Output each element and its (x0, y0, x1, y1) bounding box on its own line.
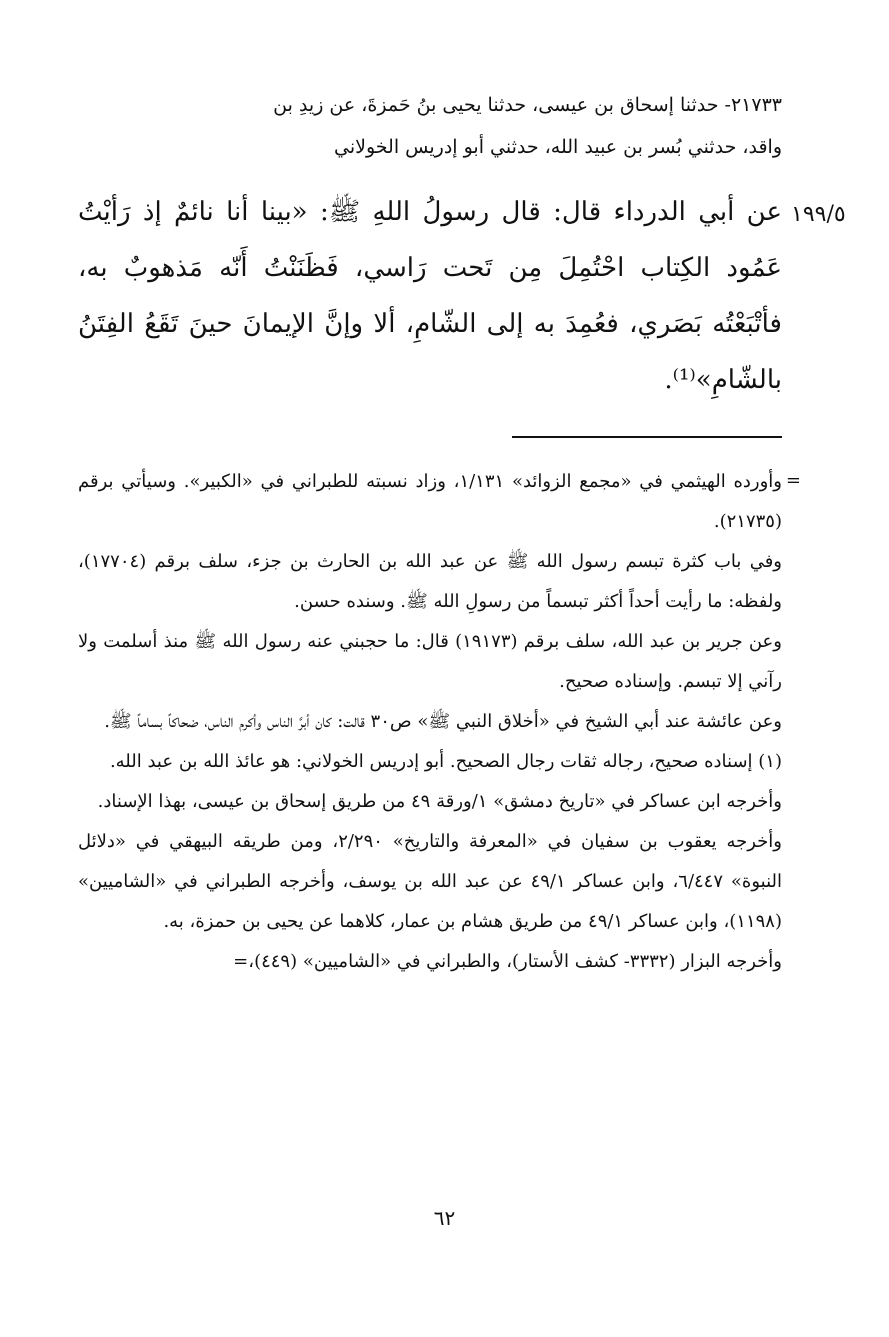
isnad-line-1: ٢١٧٣٣- حدثنا إسحاق بن عيسى، حدثنا يحيى بنُ حَمزةَ، عن زيدِ بن (273, 94, 782, 116)
footnote-continuation-mark: = (785, 470, 801, 491)
footnote-paragraph: (١) إسناده صحيح، رجاله ثقات رجال الصحيح. أبو إدريس الخولاني: هو عائذ الله بن عبد الله. (109, 751, 782, 772)
footnote-paragraph: وعن جرير بن عبد الله، سلف برقم (١٩١٧٣) قال: ما حجبني عنه رسول الله ﷺ منذ أسلمت ولا رآني إلا تبسم. وإسناده صحيح. (78, 631, 782, 692)
page-number: ٦٢ (433, 1206, 456, 1230)
footnote-paragraph: وأخرجه ابن عساكر في «تاريخ دمشق» ١/ورقة ٤٩ من طريق إسحاق بن عيسى، بهذا الإسناد. (97, 791, 782, 812)
hadith-text: عن أبي الدرداء قال: قال رسولُ اللهِ ﷺ: «بينا أنا نائمٌ إذ رَأيْتُ عَمُود الكِتاب احْتُمِلَ مِن تَحت رَاسي، فَظَنَنْتُ أَنّه مَذهوبٌ به، فأتْبَعْتُه بَصَري، فعُمِدَ به إلى الشّامِ، ألا وإنَّ الإيمانَ حينَ تَقَعُ الفِتَنُ بالشّامِ»⁽¹⁾. (78, 197, 782, 395)
hadith-isnad (78, 84, 782, 168)
isnad-line-2: واقد، حدثني بُسر بن عبيد الله، حدثني أبو إدريس الخولاني (334, 136, 782, 158)
footnote-paragraph: وعن عائشة عند أبي الشيخ في «أخلاق النبي ﷺ» ص٣٠ قالت: كان أبرَّ الناس وأكرم الناس، ضحاكاً بساماً ﷺ. (104, 711, 782, 732)
footnote-separator (512, 436, 782, 438)
footnote-paragraph: وأورده الهيثمي في «مجمع الزوائد» ١/١٣١، وزاد نسبته للطبراني في «الكبير». وسيأتي برقم (٢١٧٣٥). (78, 471, 782, 532)
footnote-paragraph: وأخرجه يعقوب بن سفيان في «المعرفة والتاريخ» ٢/٢٩٠، ومن طريقه البيهقي في «دلائل النبوة» ٦/٤٤٧، وابن عساكر ٤٩/١ عن عبد الله بن يوسف، وأخرجه الطبراني في «الشاميين» (١١٩٨)، وابن عساكر ٤٩/١ من طريق هشام بن عمار، كلاهما عن يحيى بن حمزة، به. (78, 831, 783, 932)
footnote-paragraph: وأخرجه البزار (٣٣٣٢- كشف الأستار)، والطبراني في «الشاميين» (٤٤٩)،= (233, 951, 782, 972)
hadith-matn (78, 184, 782, 408)
footnotes (78, 462, 782, 982)
margin-reference: ١٩٩/٥ (791, 202, 846, 227)
footnote-paragraph: وفي باب كثرة تبسم رسول الله ﷺ عن عبد الله بن الحارث بن جزء، سلف برقم (١٧٧٠٤)، ولفظه: ما رأيت أحداً أكثر تبسماً من رسولِ الله ﷺ. وسنده حسن. (78, 551, 782, 612)
